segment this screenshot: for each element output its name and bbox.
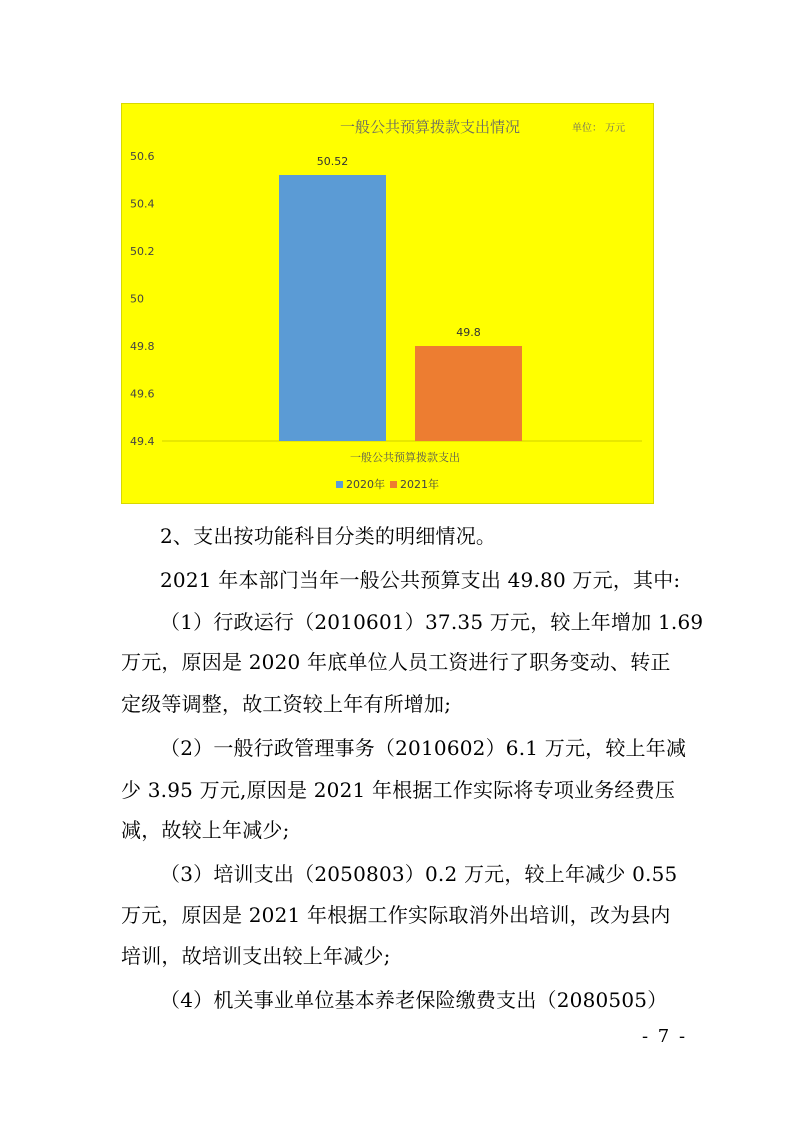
x-category-label: 一般公共预算拨款支出 — [350, 451, 460, 464]
section-heading: 2、支出按功能科目分类的明细情况。 — [160, 524, 497, 548]
page-number: - 7 - — [642, 1026, 688, 1047]
bar-chart — [121, 103, 654, 504]
item3-line3: 培训，故培训支出较上年减少; — [121, 944, 391, 968]
y-tick-label: 50 — [130, 292, 144, 306]
item2-line2: 少 3.95 万元,原因是 2021 年根据工作实际将专项业务经费压 — [121, 778, 676, 802]
item2-line3: 减，故较上年减少; — [121, 818, 290, 842]
intro-paragraph: 2021 年本部门当年一般公共预算支出 49.80 万元，其中: — [160, 568, 681, 592]
y-tick-label: 49.6 — [130, 387, 155, 401]
legend-label-2: 2021年 — [400, 478, 439, 491]
chart-unit-label: 单位： 万元 — [572, 123, 626, 134]
chart-title: 一般公共预算拨款支出情况 — [340, 118, 521, 136]
item3-line2: 万元，原因是 2021 年根据工作实际取消外出培训，改为县内 — [121, 903, 671, 927]
legend-swatch-1 — [336, 481, 343, 488]
data-label: 50.52 — [316, 155, 349, 168]
legend-swatch-2 — [390, 481, 397, 488]
y-tick-label: 49.4 — [130, 435, 155, 448]
item4-line1: （4）机关事业单位基本养老保险缴费支出（2080505） — [160, 988, 668, 1012]
item1-line2: 万元，原因是 2020 年底单位人员工资进行了职务变动、转正 — [121, 650, 671, 674]
legend-label-1: 2020年 — [346, 478, 385, 491]
bar-2 — [415, 346, 522, 441]
y-tick-label: 50.6 — [130, 150, 155, 163]
chart-canvas — [122, 104, 655, 505]
data-label: 49.8 — [456, 326, 481, 339]
y-tick-label: 50.4 — [130, 197, 155, 211]
item1-line3: 定级等调整，故工资较上年有所增加; — [121, 692, 452, 716]
item2-line1: （2）一般行政管理事务（2010602）6.1 万元，较上年减 — [160, 736, 687, 760]
y-tick-label: 50.2 — [130, 245, 155, 258]
item3-line1: （3）培训支出（2050803）0.2 万元，较上年减少 0.55 — [160, 862, 678, 886]
y-tick-label: 49.8 — [130, 340, 155, 353]
bar-1 — [279, 175, 386, 441]
item1-line1: （1）行政运行（2010601）37.35 万元，较上年增加 1.69 — [160, 610, 704, 634]
